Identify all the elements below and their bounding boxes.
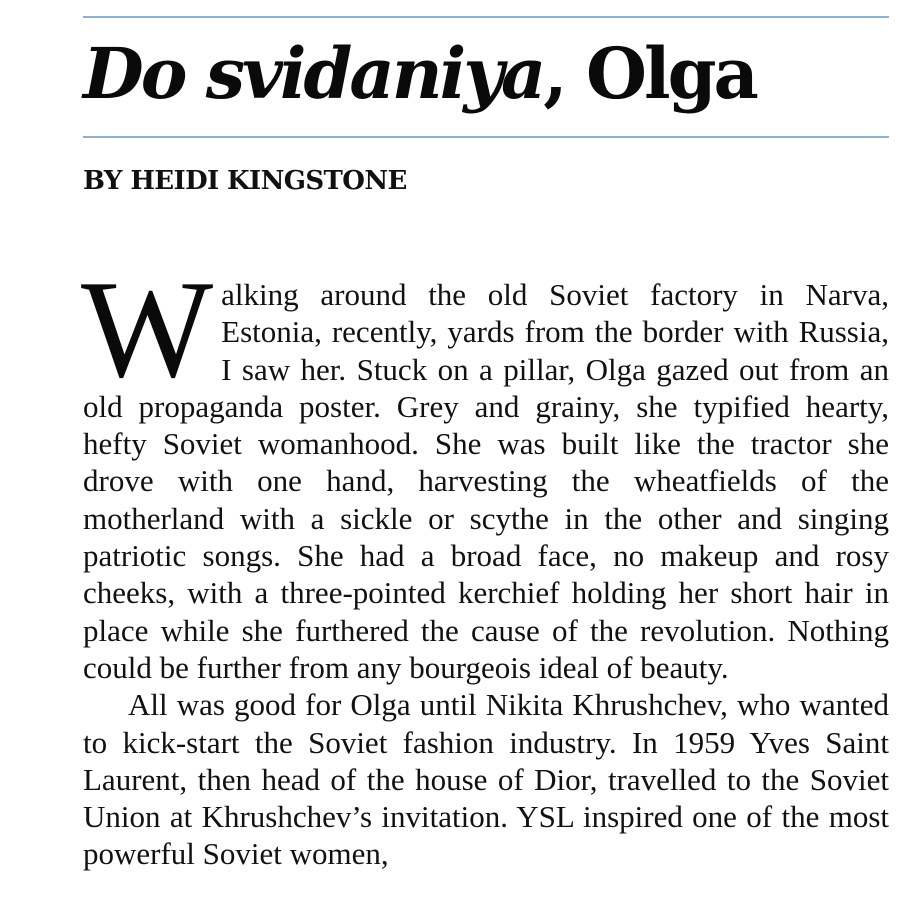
top-rule [83, 16, 889, 18]
article-body [81, 252, 889, 873]
byline: BY HEIDI KINGSTONE [83, 166, 407, 196]
headline-rest: , Olga [543, 32, 756, 115]
headline [83, 24, 756, 124]
article-page [83, 0, 889, 911]
drop-cap: W [81, 252, 214, 407]
paragraph-1 [81, 252, 889, 686]
headline-rule [83, 136, 889, 138]
paragraph-2: All was good for Olga until Nikita Khrushchev, who wanted to kick-start the Soviet fashion industry. In 1959 Yves Saint Laurent, then head of the house of Dior, travelled to the Soviet Union at Khrushchev’s invitation. YSL inspired one of the most powerful Soviet women, [83, 687, 889, 872]
paragraph-1-text: alking around the old Soviet factory in Narva, Estonia, recently, yards from the border with Russia, I saw her. Stuck on a pillar, Olga gazed out from an old propaganda poster. Grey and grainy, she typified hearty, hefty Soviet womanhood. She was built like the tractor she drove with one hand, harvesting the wheatfields of the motherland with a sickle or scythe in the other and singing patriotic songs. She had a broad face, no makeup and rosy cheeks, with a three-pointed kerchief holding her short hair in place while she furthered the cause of the revolution. Nothing could be further from any bourgeois ideal of beauty. [83, 277, 889, 685]
headline-italic: Do svidaniya [83, 32, 544, 115]
